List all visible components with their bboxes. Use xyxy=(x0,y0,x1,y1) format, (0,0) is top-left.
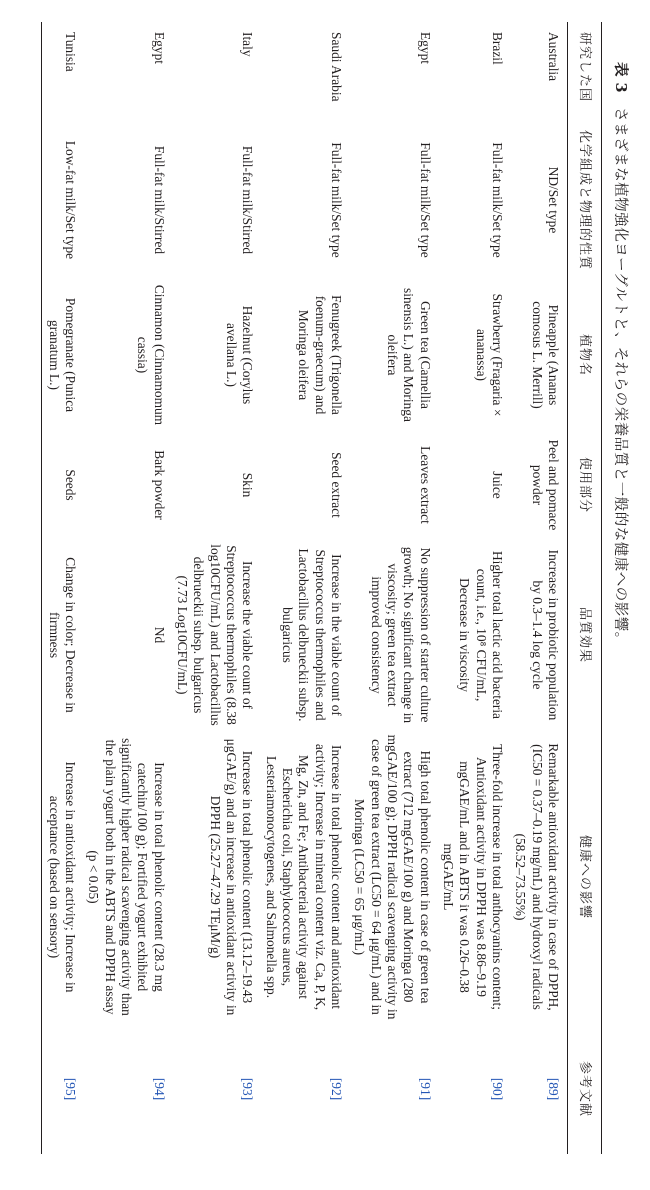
header-quality: 品質効果 xyxy=(577,606,592,663)
cell-quality: Increase in the viable count of Streptococcus thermophiles and Lactobacillus delbrueckii subsp. bulgaricus xyxy=(279,548,345,722)
table-row xyxy=(509,22,568,1154)
reference-link[interactable]: [95] xyxy=(62,1077,78,1101)
cell-health: Three-fold increase in total anthocyanins content; Antioxidant activity in DPPH was 8.86–9.19 mgGAE/mL and in ABTS it was 0.26–0.38 mgGAE/mL xyxy=(441,744,506,1010)
table-row xyxy=(82,22,171,1154)
cell-part: Skin xyxy=(240,472,256,498)
table-number: 表 3 xyxy=(612,62,629,94)
cell-quality: Increase the viable count of Streptococcus thermophiles (8.38 log10CFU/mL) and Lactobacillus delbrueckii subsp. bulgaricus (7.73 Log10CFU/mL) xyxy=(174,544,256,726)
table-row xyxy=(348,22,437,1154)
cell-plant: Fenugreek (Trigonella foenum-graecum) and Moringa oleifera xyxy=(296,295,345,415)
cell-plant: Pineapple (Ananas comosus L. Merrill) xyxy=(529,301,562,409)
plant-yogurt-table xyxy=(41,22,602,1154)
cell-composition: Full-fat milk/Set type xyxy=(490,142,506,258)
cell-quality: No suppression of starter culture growth; No significant change in viscosity; green tea extract improved consistency xyxy=(368,546,433,724)
cell-country: Brazil xyxy=(490,32,506,65)
cell-part: Bark powder xyxy=(151,450,167,520)
cell-plant: Strawberry (Fragaria × ananassa) xyxy=(473,293,506,417)
cell-part: Juice xyxy=(490,471,506,499)
cell-plant: Pomegranate (Punica granatum L.) xyxy=(46,297,78,413)
reference-link[interactable]: [91] xyxy=(417,1077,433,1101)
cell-composition: ND/Set type xyxy=(546,166,562,234)
cell-composition: Full-fat milk/Stirred xyxy=(151,145,167,255)
table-row xyxy=(437,22,509,1154)
cell-part: Seeds xyxy=(62,469,78,501)
reference-link[interactable]: [94] xyxy=(151,1077,167,1101)
table-row xyxy=(171,22,260,1154)
cell-health: Remarkable antioxidant activity in case of DPPH, (IC50 = 0.37–0.19 mg/mL) and hydroxyl radicals (58.52–73.55%) xyxy=(513,743,562,1011)
cell-health: Increase in total phenolic content (13.12–19.43 μgGAE/g) and an increase in antioxidant activity in DPPH (25.27–47.29 TEμM/g) xyxy=(207,738,256,1016)
cell-health: Increase in total phenolic content and antioxidant activity; Increase in mineral content viz. Ca, P, K, Mg, Zn, and Fe; Antibacterial activity against Escherichia coli, Staphylococcus aureus, Lesteriamonocytogenes, and Salmonella spp. xyxy=(263,743,345,1011)
reference-link[interactable]: [90] xyxy=(490,1077,506,1101)
cell-part: Peel and pomace powder xyxy=(529,439,562,531)
header-row xyxy=(568,22,602,1154)
cell-health: Increase in total phenolic content (28.3 mg catechin/100 g); Fortified yogurt exhibited significantly higher radical scavenging activity than the plain yogurt both in the ABTS and DPPH assay (p < 0.05) xyxy=(86,738,167,1016)
cell-plant: Green tea (Camellia sinensis L.) and Moringa oleifera xyxy=(385,288,433,422)
header-country: 研究した国 xyxy=(577,32,592,103)
header-composition: 化学組成と物理的性質 xyxy=(577,129,592,270)
cell-country: Saudi Arabia xyxy=(329,32,345,102)
cell-composition: Full-fat milk/Set type xyxy=(329,142,345,258)
cell-country: Egypt xyxy=(151,32,167,64)
table-row xyxy=(42,22,82,1154)
header-reference: 参考文献 xyxy=(577,1060,592,1117)
cell-composition: Low-fat milk/Set type xyxy=(62,140,78,260)
cell-country: Egypt xyxy=(417,32,433,64)
cell-quality: Change in color; Decrease in firmness xyxy=(46,557,78,713)
table-caption xyxy=(611,62,632,1150)
table-title: さまざまな植物強化ヨーグルトと、それらの栄養品質と一般的な健康への影響。 xyxy=(612,107,628,647)
cell-country: Australia xyxy=(546,32,562,82)
header-part: 使用部分 xyxy=(577,456,592,513)
cell-part: Leaves extract xyxy=(417,446,433,524)
header-plant: 植物名 xyxy=(577,333,592,376)
header-health: 健康への影響 xyxy=(577,834,592,919)
cell-plant: Cinnamon (Cinnamomum cassia) xyxy=(135,284,167,426)
cell-country: Italy xyxy=(240,32,256,57)
cell-composition: Full-fat milk/Stirred xyxy=(240,145,256,255)
cell-quality: Increase in probiotic population by 0.3–1.4 log cycle xyxy=(529,549,562,721)
reference-link[interactable]: [92] xyxy=(329,1077,345,1101)
cell-country: Tunisia xyxy=(62,32,78,72)
cell-part: Seed extract xyxy=(329,452,345,518)
cell-quality: Nd xyxy=(151,626,167,644)
reference-link[interactable]: [93] xyxy=(240,1077,256,1101)
cell-health: High total phenolic content in case of green tea extract (712 mgGAE/100 g) and Moringa (280 mgGAE/100 g); DPPH radical scavenging activity in case of green tea extract (LC50 = 64 μg/mL) and in Moringa (LC50 = 65 μg/mL) xyxy=(352,734,433,1020)
reference-link[interactable]: [89] xyxy=(546,1077,562,1101)
cell-composition: Full-fat milk/Set type xyxy=(417,142,433,258)
table-row xyxy=(259,22,348,1154)
cell-health: Increase in antioxidant activity; Increase in acceptance (based on sensory) xyxy=(46,761,78,993)
cell-plant: Hazelnut (Corylus avellana L.) xyxy=(223,305,256,405)
cell-quality: Higher total lactic acid bacteria count, i.e., 10⁸ CFU/mL, Decrease in viscosity xyxy=(457,550,506,720)
